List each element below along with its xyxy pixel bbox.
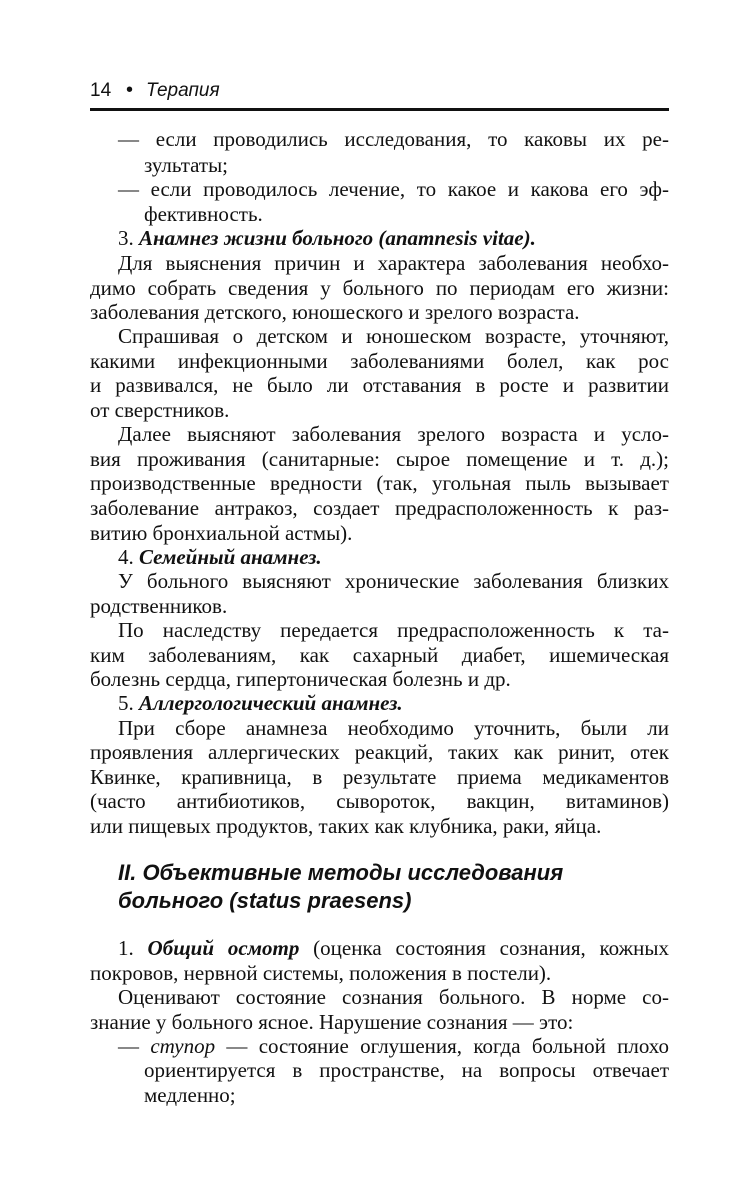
list-dash: — bbox=[118, 1034, 151, 1058]
page-header bbox=[90, 76, 669, 111]
text-line: ориентируется в пространстве, на вопросы отвечает bbox=[144, 1058, 669, 1082]
item-number: 1. bbox=[118, 936, 134, 960]
item-5-heading bbox=[118, 690, 669, 716]
text-line: заболевание антракоз, создает предрасположенность к раз- bbox=[90, 496, 669, 520]
text-line: — если проводилось лечение, то какое и какова его эф- bbox=[118, 177, 669, 201]
item-3-heading bbox=[118, 225, 669, 251]
text-line: Оценивают состояние сознания больного. В норме со- bbox=[118, 985, 669, 1009]
text-line: какими инфекционными заболеваниями болел, как рос bbox=[90, 349, 669, 373]
text-line: Спрашивая о детском и юношеском возрасте, уточняют, bbox=[118, 324, 669, 348]
text-line: производственные вредности (так, угольная пыль вызывает bbox=[90, 471, 669, 495]
item-title: Аллергологический анамнез. bbox=[139, 691, 403, 715]
text-line: Далее выясняют заболевания зрелого возраста и усло- bbox=[118, 422, 669, 446]
bullet-separator: • bbox=[126, 79, 134, 101]
text-line: При сборе анамнеза необходимо уточнить, были ли bbox=[118, 716, 669, 740]
text-line: витию бронхиальной астмы). bbox=[90, 521, 353, 545]
section-heading-line-2: больного (status praesens) bbox=[118, 888, 412, 913]
text-line: Для выяснения причин и характера заболевания необхо- bbox=[118, 251, 669, 275]
text-line: покровов, нервной системы, положения в постели). bbox=[90, 961, 552, 985]
text-line: ким заболеваниям, как сахарный диабет, ишемическая bbox=[90, 643, 669, 667]
text-line: проявления аллергических реакций, таких как ринит, отек bbox=[90, 740, 669, 764]
text-line: заболевания детского, юношеского и зрелого возраста. bbox=[90, 300, 580, 324]
text-line: родственников. bbox=[90, 594, 228, 618]
definition: — состояние оглушения, когда больной плохо bbox=[215, 1034, 670, 1058]
item-1-heading bbox=[118, 935, 669, 961]
text-line: вия проживания (санитарные: сырое помещение и т. д.); bbox=[90, 447, 669, 471]
text-line: димо собрать сведения у больного по периодам его жизни: bbox=[90, 276, 669, 300]
running-title: Терапия bbox=[146, 80, 220, 101]
text-line: или пищевых продуктов, таких как клубника, раки, яйца. bbox=[90, 814, 602, 838]
text-line: и развивался, не было ли отставания в росте и развитии bbox=[90, 373, 669, 397]
text-line: от сверстников. bbox=[90, 398, 230, 422]
text-line: знание у больного ясное. Нарушение сознания — это: bbox=[90, 1010, 574, 1034]
item-number: 3. bbox=[118, 226, 134, 250]
page-number: 14 bbox=[90, 80, 112, 101]
item-title: Общий осмотр bbox=[147, 936, 300, 960]
text-line: медленно; bbox=[144, 1083, 236, 1107]
text-line: Квинке, крапивница, в результате приема медикаментов bbox=[90, 765, 669, 789]
section-heading-line-1: II. Объективные методы исследования bbox=[118, 860, 564, 885]
stupor-line bbox=[118, 1033, 669, 1059]
item-number: 5. bbox=[118, 691, 134, 715]
term: ступор bbox=[150, 1034, 216, 1058]
text-line: — если проводились исследования, то каковы их ре- bbox=[118, 127, 669, 151]
text-line: болезнь сердца, гипертоническая болезнь и др. bbox=[90, 667, 511, 691]
item-text: (оценка состояния сознания, кожных bbox=[299, 936, 669, 960]
item-4-heading bbox=[118, 544, 669, 570]
text-line: фективность. bbox=[144, 202, 263, 226]
text-line: зультаты; bbox=[144, 153, 229, 177]
text-line: По наследству передается предрасположенность к та- bbox=[118, 618, 669, 642]
text-line: У больного выясняют хронические заболевания близких bbox=[118, 569, 669, 593]
item-number: 4. bbox=[118, 545, 134, 569]
text-line: (часто антибиотиков, сывороток, вакцин, витаминов) bbox=[90, 789, 669, 813]
item-title: Семейный анамнез. bbox=[139, 545, 322, 569]
item-title: Анамнез жизни больного (anamnesis vitae). bbox=[139, 226, 536, 250]
